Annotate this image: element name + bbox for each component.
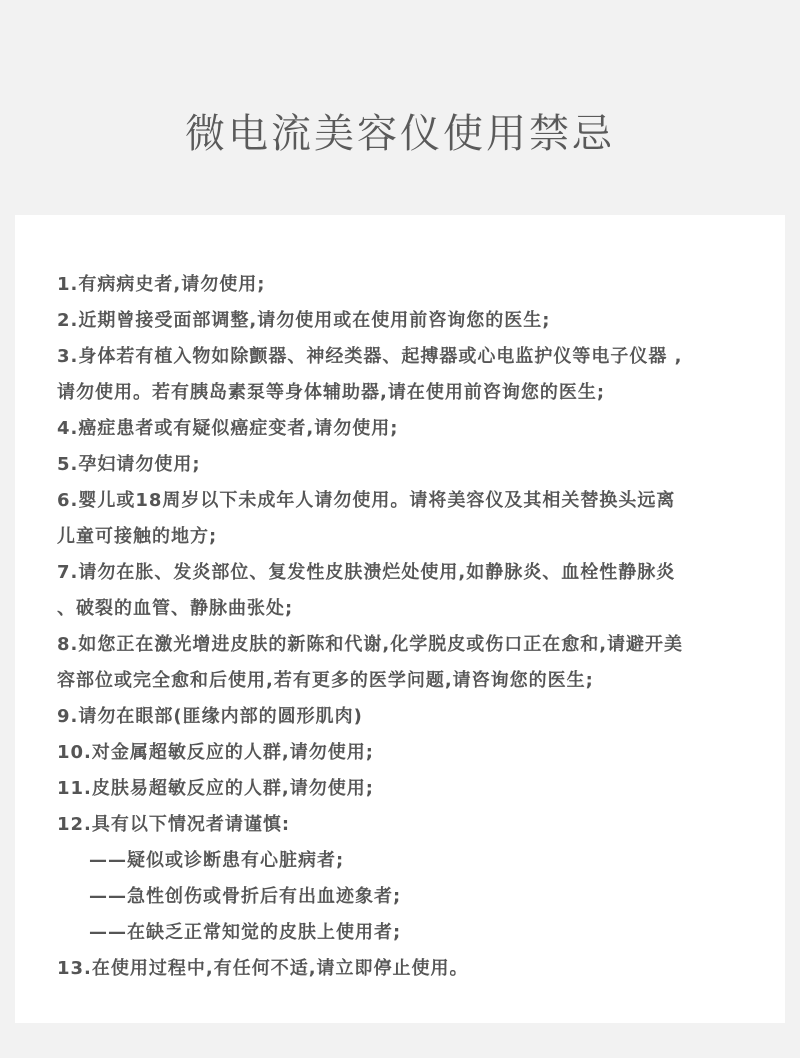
rule-line: 8.如您正在激光增进皮肤的新陈和代谢,化学脱皮或伤口正在愈和,请避开美 [57,634,684,655]
rule-line: 2.近期曾接受面部调整,请勿使用或在使用前咨询您的医生; [57,310,551,331]
rule-line: 11.皮肤易超敏反应的人群,请勿使用; [57,778,374,799]
rule-sub-item: ——急性创伤或骨折后有出血迹象者; [89,886,402,907]
rule-line: 儿童可接触的地方; [57,526,218,547]
page-title: 微电流美容仪使用禁忌 [185,111,615,157]
rule-line: 、破裂的血管、静脉曲张处; [57,598,294,619]
rule-line: 1.有病病史者,请勿使用; [57,274,266,295]
rules-list [57,267,757,987]
rule-line: 10.对金属超敏反应的人群,请勿使用; [57,742,374,763]
rule-line: 4.癌症患者或有疑似癌症变者,请勿使用; [57,418,399,439]
rule-line: 3.身体若有植入物如除颤器、神经类器、起搏器或心电监护仪等电子仪器 , [57,346,683,367]
rule-line: 9.请勿在眼部(匪缘内部的圆形肌肉) [57,706,363,727]
rule-line: 5.孕妇请勿使用; [57,454,201,475]
rule-sub-item: ——在缺乏正常知觉的皮肤上使用者; [89,922,402,943]
rule-line: 6.婴儿或18周岁以下未成年人请勿使用。请将美容仪及其相关替换头远离 [57,490,676,511]
rule-sub-item: ——疑似或诊断患有心脏病者; [89,850,345,871]
rule-line: 7.请勿在胀、发炎部位、复发性皮肤溃烂处使用,如静脉炎、血栓性静脉炎 [57,562,676,583]
rule-line: 12.具有以下情况者请谨慎: [57,814,291,835]
rule-line: 请勿使用。若有胰岛素泵等身体辅助器,请在使用前咨询您的医生; [57,382,606,403]
rule-line: 容部位或完全愈和后使用,若有更多的医学问题,请咨询您的医生; [57,670,594,691]
rule-line: 13.在使用过程中,有任何不适,请立即停止使用。 [57,958,469,979]
content-card [15,215,785,1023]
